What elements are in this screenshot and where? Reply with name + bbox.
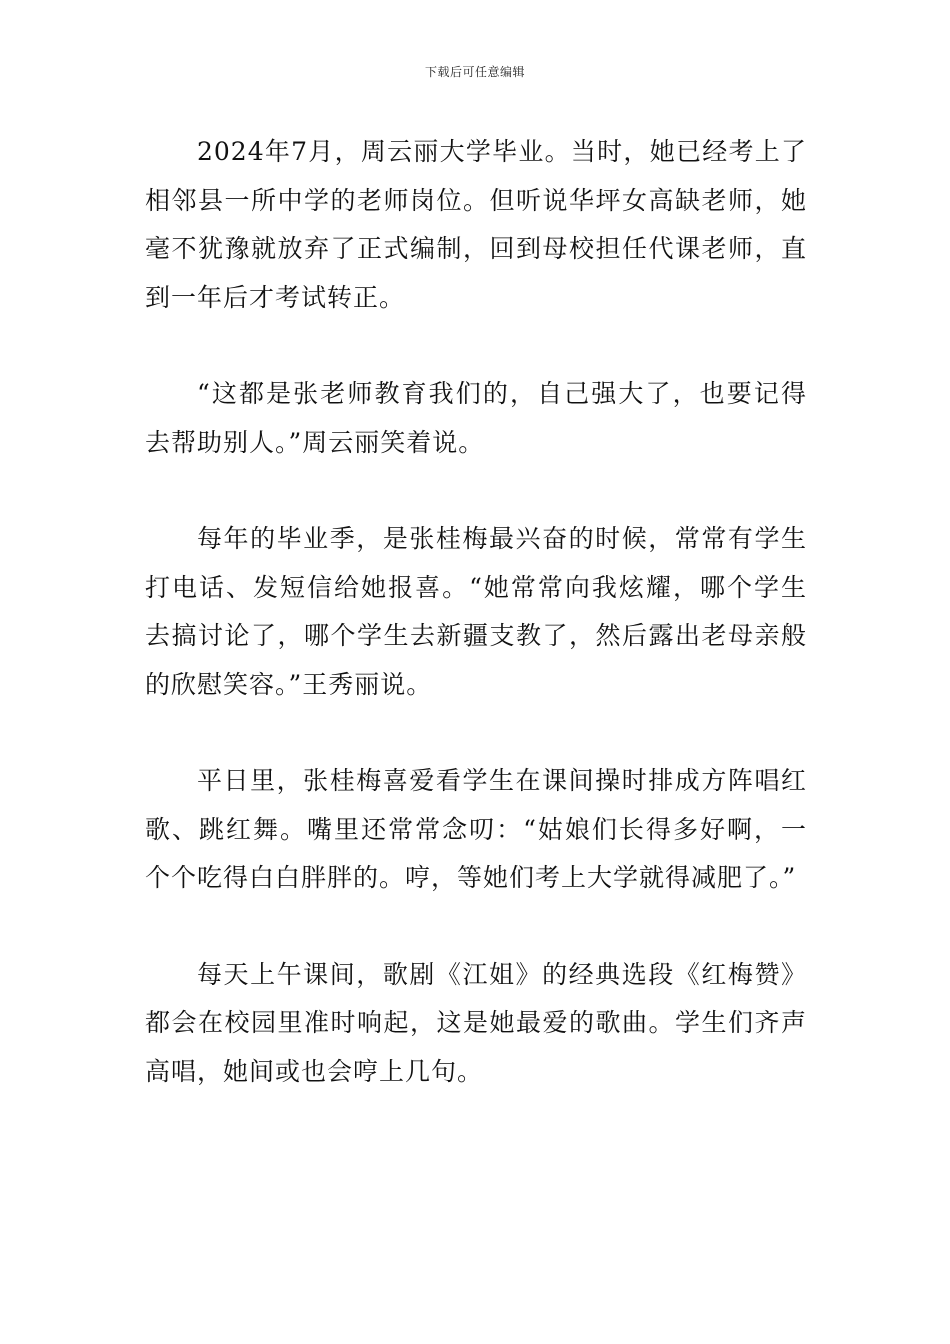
- paragraph-2: “这都是张老师教育我们的，自己强大了，也要记得去帮助别人。”周云丽笑着说。: [145, 379, 807, 457]
- paragraph-5: 每天上午课间，歌剧《江姐》的经典选段《红梅赞》都会在校园里准时响起，这是她最爱的歌曲。学生们齐声高唱，她间或也会哼上几句。: [145, 959, 807, 1086]
- paragraph-1: 2024年7月，周云丽大学毕业。当时，她已经考上了相邻县一所中学的老师岗位。但听说华坪女高缺老师，她毫不犹豫就放弃了正式编制，回到母校担任代课老师，直到一年后才考试转正。: [145, 137, 807, 312]
- paragraph-3: 每年的毕业季，是张桂梅最兴奋的时候，常常有学生打电话、发短信给她报喜。“她常常向我炫耀，哪个学生去搞讨论了，哪个学生去新疆支教了，然后露出老母亲般的欣慰笑容。”王秀丽说。: [145, 524, 807, 699]
- paragraph-4: 平日里，张桂梅喜爱看学生在课间操时排成方阵唱红歌、跳红舞。嘴里还常常念叨：“姑娘们长得多好啊，一个个吃得白白胖胖的。哼，等她们考上大学就得减肥了。”: [145, 766, 807, 892]
- page-header-note: 下载后可任意编辑: [424, 65, 525, 79]
- article-body: [145, 128, 807, 1144]
